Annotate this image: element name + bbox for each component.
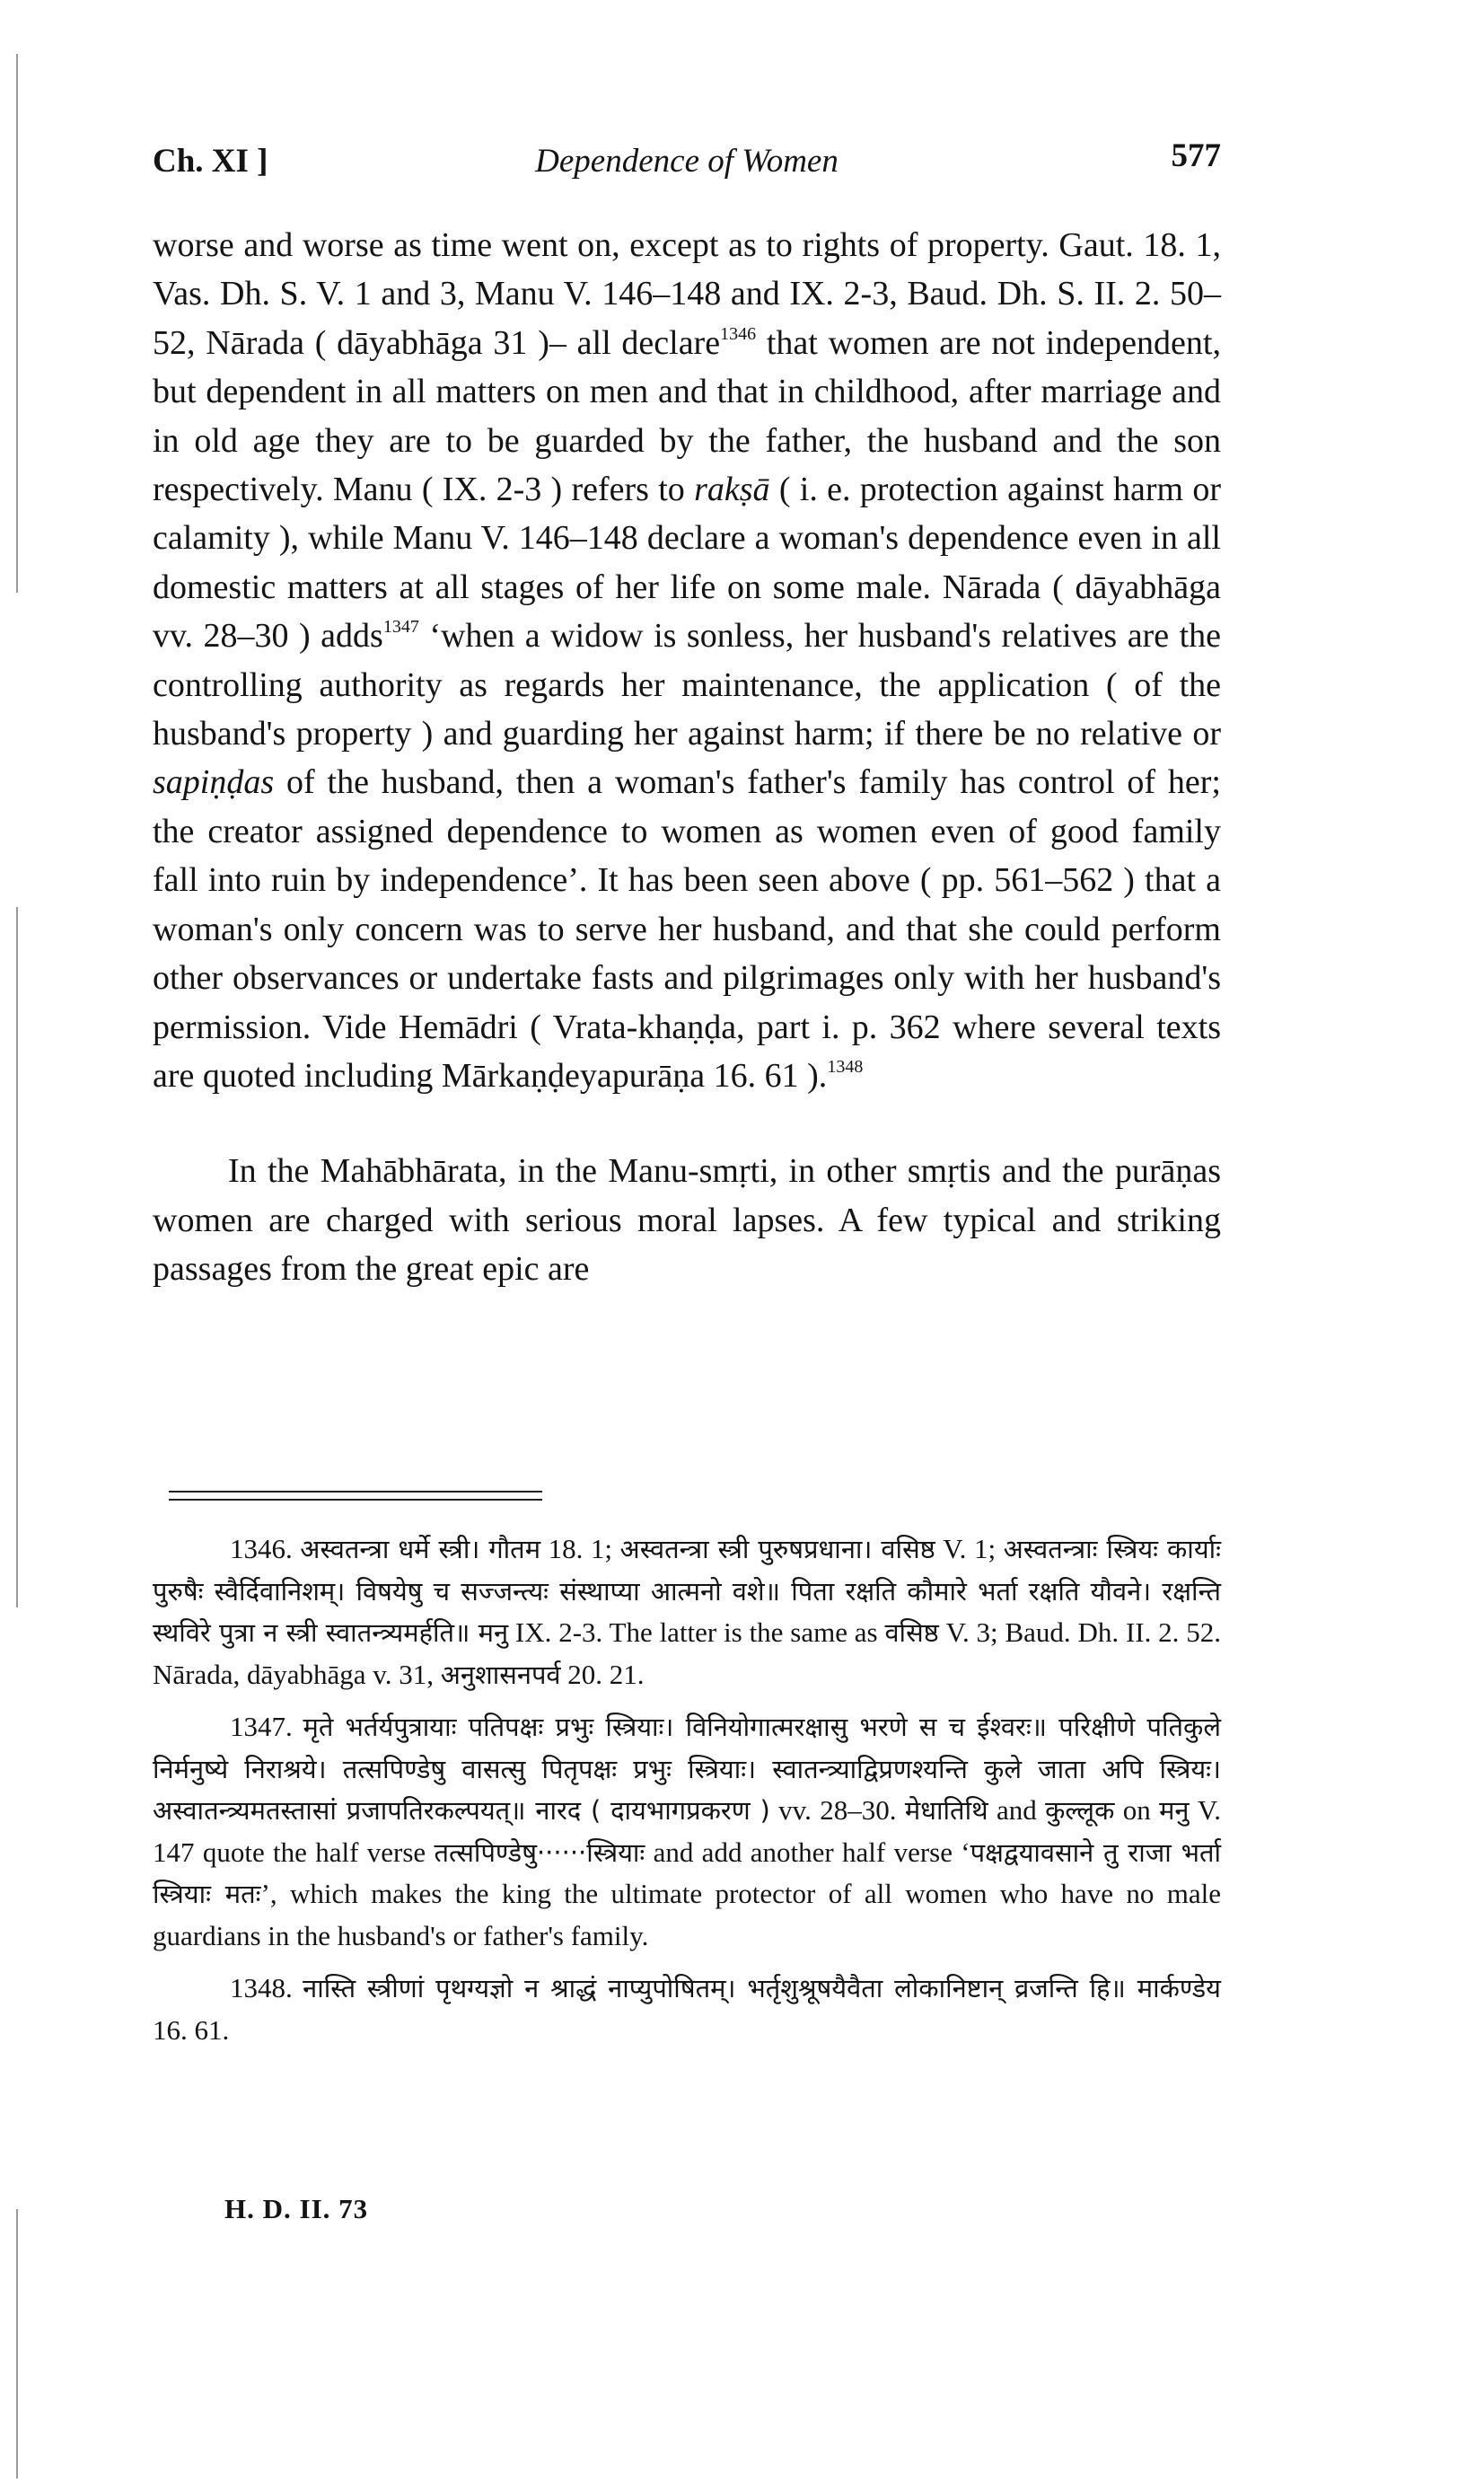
sanskrit-text: अस्वतन्त्राः स्त्रियः कार्याः पुरुषैः स्वैर्दिवानिशम्। विषयेषु च सज्जन्त्यः संस्थाप्या आत्मनो वशे॥ पिता रक्षति कौमारे भर्ता रक्षति यौवने। रक्षन्ति स्थविरे पुत्रा न स्त्री स्वातन्त्र्यमर्हति॥ मनु (153, 1534, 1222, 1648)
page-number: 577 (1171, 137, 1221, 174)
signature-mark: H. D. II. 73 (224, 2193, 369, 2224)
text-run: of the husband, then a woman's father's family has control of her; the creator assigned dependence to women as women even of good family fall into ruin by independence’. It has been seen above ( pp. 561–562 ) that a woman's only concern was to serve her husband, and that she could perform other observances or undertake fasts and pilgrimages only with her husband's permission. Vide Hemādri ( Vrata-khaṇḍa, part i. p. 362 where several texts are quoted including Mārkaṇḍeyapurāṇa 16. 61 ). (153, 763, 1221, 1095)
text-run: 18. 1; (540, 1533, 620, 1564)
separator-line (169, 1499, 542, 1501)
running-header (153, 133, 1221, 187)
footnote-separator (169, 1491, 542, 1503)
footnote-ref: 1348 (827, 1056, 864, 1077)
text-run: ( i. e. protection against harm or calamity ), while Manu V. 146–148 declare a woman's dependence even in all domestic matters at all stages of her life on some male. Nārada ( dāyabhāga vv. 28–30 ) adds (153, 471, 1221, 656)
text-run: on (1114, 1794, 1160, 1826)
sanskrit-text: मृते भर्तर्यपुत्रायाः पतिपक्षः प्रभुः स्त्रियाः। विनियोगात्मरक्षासु भरणे स च ईश्वरः॥ परिक्षीणे पतिकुले निर्मनुष्ये निराश्रये। तत्सपिण्डेषु वासत्सु पितृपक्षः प्रभुः स्त्रियाः। स्वातन्त्र्याद्विप्रणश्यन्ति कुले जाता अपि स्त्रियः। अस्वातन्त्र्यमतस्तासां प्रजापतिरकल्पयत्॥ नारद ( दायभागप्रकरण ) (153, 1712, 1221, 1826)
text-run: V. 1; (935, 1533, 1004, 1564)
text-run: and add another half verse ‘ (645, 1836, 970, 1868)
footnote-1346 (153, 1528, 1221, 1695)
sanskrit-text: वसिष्ठ (884, 1617, 939, 1648)
text-run: ‘when a widow is sonless, her husband's relatives are the controlling authority as regards her maintenance, the application ( of the husband's property ) and guarding her against harm; if there be no relative or (153, 617, 1221, 753)
italic-term: sapiṇḍas (153, 763, 275, 802)
text-run: V. 147 quote the half verse (153, 1794, 1221, 1868)
sanskrit-text: कुल्लूक (1045, 1795, 1115, 1826)
footnote-number: 1346. (230, 1533, 293, 1564)
footnote-ref: 1346 (720, 323, 757, 344)
paragraph: In the Mahābhārata, in the Manu-smṛti, in other smṛtis and the purāṇas women are charged with serious moral lapses. A few typical and striking passages from the great epic are (153, 1152, 1221, 1289)
footnotes (153, 1528, 1221, 2062)
sanskrit-text: अस्वतन्त्रा धर्मे स्त्री। गौतम (300, 1534, 541, 1564)
footnote-1348 (153, 1968, 1221, 2051)
sanskrit-text: मेधातिथि (904, 1795, 988, 1826)
chapter-label: Ch. XI ] (153, 143, 268, 180)
left-margin-rule (16, 2209, 18, 2479)
sanskrit-text: तत्सपिण्डेषु······स्त्रियाः (434, 1836, 645, 1868)
separator-line (169, 1491, 542, 1493)
text-run: and (988, 1794, 1046, 1826)
sanskrit-text: मनु (1159, 1795, 1190, 1826)
left-margin-rule (16, 907, 18, 1607)
text-run: worse and worse as time went on, except as to rights of property. Gaut. 18. 1, Vas. Dh. S. V. 1 and 3, Manu V. 146–148 and IX. 2-3, Baud. Dh. S. II. 2. 50–52, Nārada ( dāyabhāga 31 )– all declare (153, 226, 1221, 362)
running-title: Dependence of Women (535, 143, 839, 180)
main-text (153, 221, 1221, 1294)
footnote-1347 (153, 1706, 1221, 1957)
sanskrit-text: पक्षद्वयावसाने तु राजा भर्ता स्त्रियाः मतः (153, 1836, 1221, 1909)
left-margin-rule (16, 54, 18, 593)
sanskrit-text: अस्वतन्त्रा स्त्री पुरुषप्रधाना। वसिष्ठ (619, 1534, 935, 1564)
sanskrit-text: नास्ति स्त्रीणां पृथग्यज्ञो न श्राद्धं नाप्युपोषितम्। भर्तृशुश्रूषयैवैता लोकानिष्टान् व्रजन्ति हि॥ मार्कण्डेय (303, 1973, 1222, 2003)
sanskrit-text: अनुशासनपर्व (440, 1659, 561, 1690)
text-run: 20. 21. (560, 1658, 645, 1690)
paragraph (153, 221, 1221, 1100)
text-run: vv. 28–30. (769, 1794, 905, 1826)
text-run: ’, which makes the king the ultimate protector of all women who have no male guardians in the husband's or father's family. (153, 1878, 1222, 1951)
text-run: V. 3; Baud. Dh. II. 2. 52. Nārada, dāyabhāga v. 31, (153, 1616, 1221, 1690)
footnote-number: 1348. (230, 1972, 293, 2003)
footnote-ref: 1347 (382, 617, 419, 638)
italic-term: rakṣā (694, 471, 770, 509)
text-run: IX. 2-3. The latter is the same as (508, 1616, 885, 1648)
text-run: that women are not independent, but dependent in all matters on men and that in childhood, after marriage and in old age they are to be guarded by the father, the husband and the son respectively. Manu ( IX. 2-3 ) refers to (153, 323, 1221, 509)
text-run: 16. 61. (153, 2013, 230, 2046)
footnote-number: 1347. (230, 1711, 293, 1742)
